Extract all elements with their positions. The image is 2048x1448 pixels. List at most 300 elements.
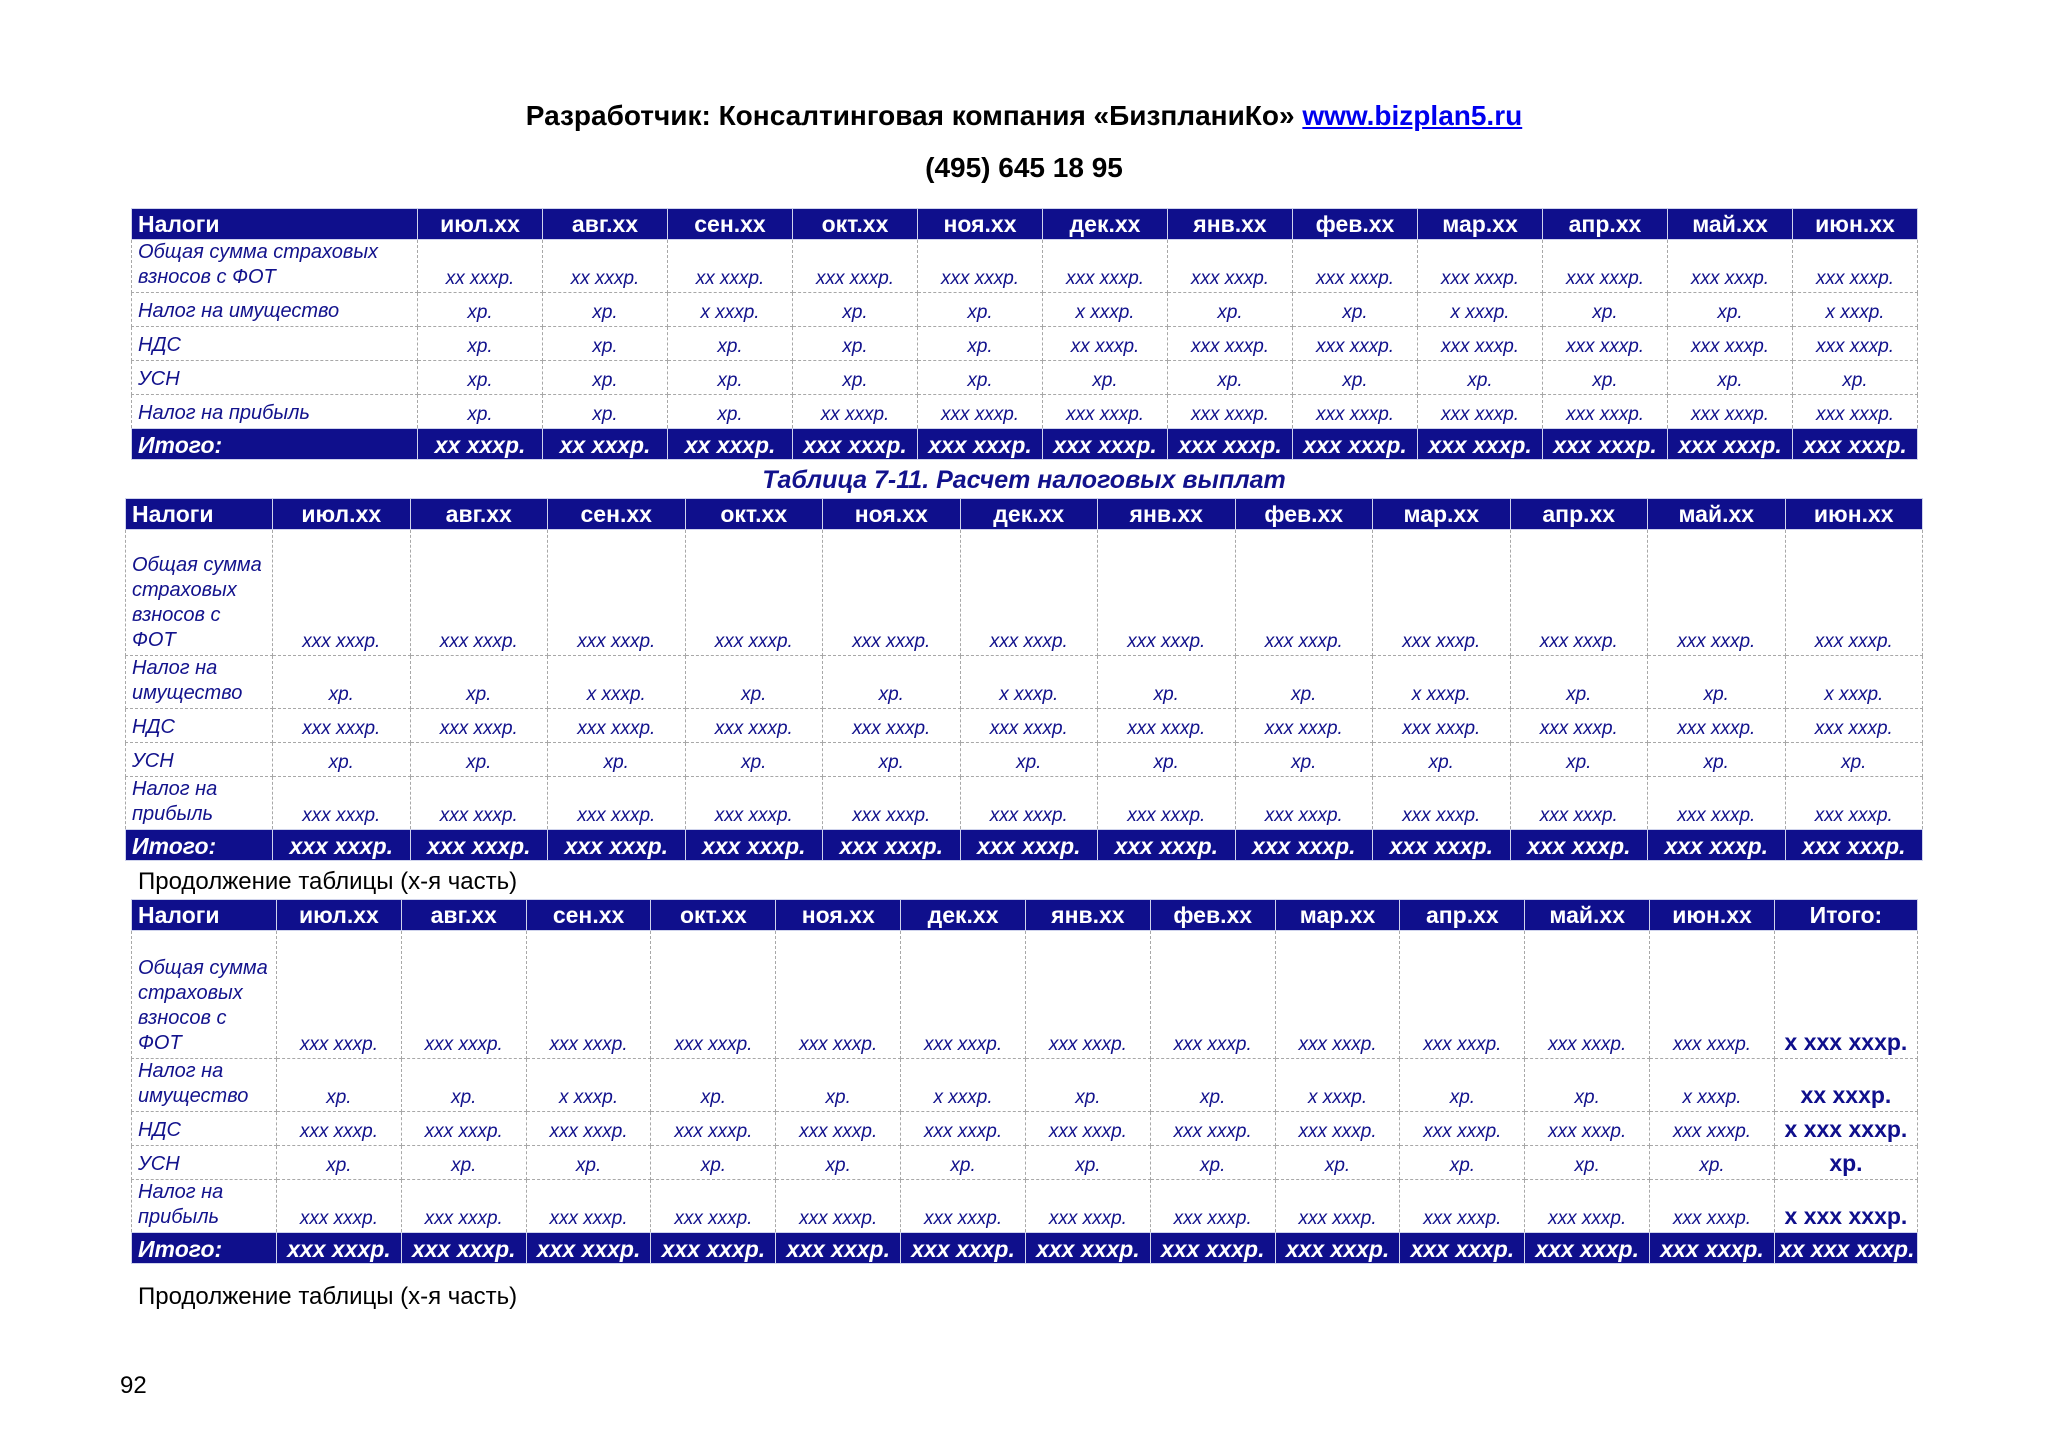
- table-cell: xxx xxxp.: [1293, 327, 1418, 361]
- table-cell: xxx xxxp.: [1785, 530, 1923, 656]
- column-header: сен.xx: [548, 499, 686, 530]
- table-cell: xxx xxxp.: [1275, 1180, 1400, 1233]
- table-cell: xp.: [1025, 1146, 1150, 1180]
- table-cell: xp.: [1098, 743, 1236, 777]
- table-cell: xp.: [1668, 293, 1793, 327]
- website-link[interactable]: www.bizplan5.ru: [1302, 100, 1523, 131]
- table-cell: xxx xxxp.: [1025, 931, 1150, 1059]
- total-cell: xx xxx xxxp.: [1774, 1233, 1917, 1264]
- table-cell: xxx xxxp.: [685, 530, 823, 656]
- table-cell: xxx xxxp.: [526, 931, 651, 1059]
- column-header: фев.xx: [1150, 900, 1275, 931]
- column-header: Налоги: [132, 900, 277, 931]
- table-row: [126, 743, 1923, 777]
- table-cell: x xxxp.: [1418, 293, 1543, 327]
- total-cell: xxx xxxp.: [1293, 429, 1418, 460]
- table-cell: xxx xxxp.: [410, 530, 548, 656]
- table-cell: xp.: [918, 293, 1043, 327]
- table-cell: xp.: [1785, 743, 1923, 777]
- table-cell: xxx xxxp.: [273, 777, 411, 830]
- table-cell: xxx xxxp.: [901, 1112, 1026, 1146]
- table-cell: xxx xxxp.: [1025, 1112, 1150, 1146]
- table-cell: xp.: [1025, 1059, 1150, 1112]
- table-cell: xp.: [668, 327, 793, 361]
- table-cell: xxx xxxp.: [1150, 931, 1275, 1059]
- table-cell: xxx xxxp.: [410, 777, 548, 830]
- table-cell: xxx xxxp.: [776, 931, 901, 1059]
- table-row: [132, 361, 1918, 395]
- table-cell: xxx xxxp.: [901, 931, 1026, 1059]
- header-row: [132, 900, 1918, 931]
- tax-table-2: [125, 498, 1923, 861]
- table-cell: xp.: [960, 743, 1098, 777]
- total-cell: xxx xxxp.: [277, 1233, 402, 1264]
- column-header: мар.xx: [1418, 209, 1543, 240]
- total-cell: xxx xxxp.: [273, 830, 411, 861]
- table-cell: xp.: [668, 361, 793, 395]
- table-cell: xp.: [543, 361, 668, 395]
- table-cell: xx xxxp.: [793, 395, 918, 429]
- table-cell: xxx xxxp.: [1648, 709, 1786, 743]
- table-cell: xxx xxxp.: [1275, 1112, 1400, 1146]
- table-cell: xp.: [776, 1146, 901, 1180]
- table-cell: xp.: [1235, 743, 1373, 777]
- total-cell: xxx xxxp.: [1525, 1233, 1650, 1264]
- table-cell: xxx xxxp.: [1150, 1180, 1275, 1233]
- table-cell: xxx xxxp.: [960, 777, 1098, 830]
- row-label: Налог на прибыль: [126, 777, 273, 830]
- column-header: Налоги: [126, 499, 273, 530]
- continuation-note-1: Продолжение таблицы (х-я часть): [138, 868, 518, 895]
- header-row: [126, 499, 1923, 530]
- total-cell: xxx xxxp.: [548, 830, 686, 861]
- total-cell: xxx xxxp.: [1400, 1233, 1525, 1264]
- table-cell: xx xxxp.: [1043, 327, 1168, 361]
- total-cell: xxx xxxp.: [1373, 830, 1511, 861]
- column-header: окт.xx: [685, 499, 823, 530]
- table-cell: xxx xxxp.: [918, 240, 1043, 293]
- table-cell: xxx xxxp.: [776, 1112, 901, 1146]
- table-cell: xp.: [793, 361, 918, 395]
- table-cell: xxx xxxp.: [1543, 327, 1668, 361]
- table-cell: xp.: [651, 1146, 776, 1180]
- column-header: ноя.xx: [918, 209, 1043, 240]
- table-cell: xxx xxxp.: [273, 709, 411, 743]
- table-cell: x xxxp.: [1373, 656, 1511, 709]
- table-cell: xxx xxxp.: [960, 709, 1098, 743]
- column-header: апр.xx: [1400, 900, 1525, 931]
- table-cell: x xxx xxxp.: [1774, 1112, 1917, 1146]
- row-label: НДС: [126, 709, 273, 743]
- table-cell: xxx xxxp.: [651, 931, 776, 1059]
- tax-table-1: [131, 208, 1918, 460]
- table-cell: xxx xxxp.: [1525, 931, 1650, 1059]
- table-cell: x xxxp.: [1785, 656, 1923, 709]
- table-cell: xxx xxxp.: [1293, 240, 1418, 293]
- column-header: дек.xx: [1043, 209, 1168, 240]
- table-row: [132, 1180, 1918, 1233]
- column-header: июн.xx: [1785, 499, 1923, 530]
- table-cell: xxx xxxp.: [1668, 327, 1793, 361]
- table-cell: x xxxp.: [1650, 1059, 1775, 1112]
- table-cell: xp.: [1793, 361, 1918, 395]
- column-header: июл.xx: [277, 900, 402, 931]
- total-row: [126, 830, 1923, 861]
- table-cell: xp.: [410, 743, 548, 777]
- table-cell: xp.: [1543, 293, 1668, 327]
- table-cell: xxx xxxp.: [901, 1180, 1026, 1233]
- total-label: Итого:: [132, 1233, 277, 1264]
- total-cell: xxx xxxp.: [526, 1233, 651, 1264]
- total-cell: xxx xxxp.: [401, 1233, 526, 1264]
- table-row: [132, 931, 1918, 1059]
- table-cell: xxx xxxp.: [776, 1180, 901, 1233]
- table-cell: xxx xxxp.: [823, 530, 961, 656]
- row-label: Общая сумма страховых взносов с ФОТ: [132, 240, 418, 293]
- total-cell: xxx xxxp.: [685, 830, 823, 861]
- table-cell: xxx xxxp.: [1400, 931, 1525, 1059]
- table-row: [132, 1146, 1918, 1180]
- table-cell: xxx xxxp.: [401, 1112, 526, 1146]
- total-label: Итого:: [132, 429, 418, 460]
- table-cell: xp.: [776, 1059, 901, 1112]
- column-header: янв.xx: [1098, 499, 1236, 530]
- header-row: [132, 209, 1918, 240]
- table-cell: xxx xxxp.: [1648, 777, 1786, 830]
- page-number: 92: [120, 1372, 147, 1399]
- table-cell: xp.: [1774, 1146, 1917, 1180]
- table-cell: xp.: [277, 1146, 402, 1180]
- table-cell: xp.: [823, 656, 961, 709]
- row-label: Налог на имущество: [126, 656, 273, 709]
- row-label: Налог на имущество: [132, 1059, 277, 1112]
- table-cell: xxx xxxp.: [1525, 1180, 1650, 1233]
- column-header: июл.xx: [418, 209, 543, 240]
- table-cell: xp.: [418, 395, 543, 429]
- table-cell: xp.: [685, 743, 823, 777]
- table-cell: xxx xxxp.: [548, 709, 686, 743]
- table-cell: xp.: [1098, 656, 1236, 709]
- total-cell: xxx xxxp.: [1043, 429, 1168, 460]
- table-cell: xxx xxxp.: [685, 709, 823, 743]
- table-cell: xp.: [543, 327, 668, 361]
- table-cell: xp.: [1648, 743, 1786, 777]
- table-cell: xxx xxxp.: [1043, 240, 1168, 293]
- table-cell: xxx xxxp.: [1235, 777, 1373, 830]
- total-cell: xxx xxxp.: [1025, 1233, 1150, 1264]
- table-cell: xxx xxxp.: [823, 709, 961, 743]
- column-header: окт.xx: [793, 209, 918, 240]
- column-header: дек.xx: [901, 900, 1026, 931]
- table-cell: xp.: [1650, 1146, 1775, 1180]
- table-cell: xxx xxxp.: [1168, 327, 1293, 361]
- column-header: янв.xx: [1025, 900, 1150, 931]
- row-label: Общая сумма страховых взносов с ФОТ: [126, 530, 273, 656]
- column-header: окт.xx: [651, 900, 776, 931]
- continuation-note-2: Продолжение таблицы (х-я часть): [138, 1283, 518, 1310]
- table-cell: xxx xxxp.: [1418, 395, 1543, 429]
- table-cell: xxx xxxp.: [1785, 709, 1923, 743]
- table-cell: xxx xxxp.: [793, 240, 918, 293]
- total-row: [132, 1233, 1918, 1264]
- table-cell: xxx xxxp.: [1418, 327, 1543, 361]
- row-label: НДС: [132, 1112, 277, 1146]
- column-header: Итого:: [1774, 900, 1917, 931]
- table-cell: xp.: [401, 1059, 526, 1112]
- column-header: июл.xx: [273, 499, 411, 530]
- table-cell: xxx xxxp.: [1235, 709, 1373, 743]
- table-cell: xp.: [410, 656, 548, 709]
- total-cell: xxx xxxp.: [1650, 1233, 1775, 1264]
- table-cell: xxx xxxp.: [548, 530, 686, 656]
- column-header: май.xx: [1648, 499, 1786, 530]
- column-header: дек.xx: [960, 499, 1098, 530]
- column-header: мар.xx: [1373, 499, 1511, 530]
- table-cell: xxx xxxp.: [1373, 530, 1511, 656]
- column-header: янв.xx: [1168, 209, 1293, 240]
- total-cell: xxx xxxp.: [1785, 830, 1923, 861]
- table-cell: xxx xxxp.: [1400, 1180, 1525, 1233]
- table-cell: xxx xxxp.: [651, 1180, 776, 1233]
- column-header: июн.xx: [1650, 900, 1775, 931]
- table-cell: xxx xxxp.: [1043, 395, 1168, 429]
- table-cell: x xxx xxxp.: [1774, 1180, 1917, 1233]
- row-label: Налог на имущество: [132, 293, 418, 327]
- table-cell: x xxxp.: [901, 1059, 1026, 1112]
- table-cell: xxx xxxp.: [1400, 1112, 1525, 1146]
- column-header: фев.xx: [1235, 499, 1373, 530]
- table-cell: x xxxp.: [1275, 1059, 1400, 1112]
- table-cell: xp.: [1525, 1146, 1650, 1180]
- table-cell: xp.: [1168, 293, 1293, 327]
- developer-header: [0, 100, 2048, 132]
- table-row: [132, 240, 1918, 293]
- table-cell: xxx xxxp.: [1025, 1180, 1150, 1233]
- total-cell: xxx xxxp.: [651, 1233, 776, 1264]
- table-cell: xxx xxxp.: [1793, 327, 1918, 361]
- table-cell: xxx xxxp.: [1235, 530, 1373, 656]
- table-cell: xp.: [1373, 743, 1511, 777]
- table-cell: xxx xxxp.: [401, 1180, 526, 1233]
- table-cell: x xxxp.: [960, 656, 1098, 709]
- column-header: ноя.xx: [776, 900, 901, 931]
- column-header: ноя.xx: [823, 499, 961, 530]
- table-cell: xp.: [793, 293, 918, 327]
- table-cell: xp.: [901, 1146, 1026, 1180]
- column-header: фев.xx: [1293, 209, 1418, 240]
- table-cell: xxx xxxp.: [1793, 395, 1918, 429]
- table-cell: xp.: [1293, 361, 1418, 395]
- row-label: Налог на прибыль: [132, 1180, 277, 1233]
- table-caption: Таблица 7-11. Расчет налоговых выплат: [762, 466, 1286, 494]
- table-cell: xx xxxp.: [668, 240, 793, 293]
- table-cell: xxx xxxp.: [1293, 395, 1418, 429]
- total-cell: xxx xxxp.: [410, 830, 548, 861]
- table-cell: x xxxp.: [668, 293, 793, 327]
- total-cell: xxx xxxp.: [1168, 429, 1293, 460]
- table-cell: xp.: [418, 327, 543, 361]
- column-header: апр.xx: [1543, 209, 1668, 240]
- total-cell: xx xxxp.: [418, 429, 543, 460]
- table-cell: xp.: [1510, 656, 1648, 709]
- row-label: УСН: [132, 1146, 277, 1180]
- table-cell: xxx xxxp.: [1543, 240, 1668, 293]
- table-cell: xxx xxxp.: [277, 1112, 402, 1146]
- total-cell: xxx xxxp.: [901, 1233, 1026, 1264]
- column-header: авг.xx: [410, 499, 548, 530]
- table-cell: xp.: [277, 1059, 402, 1112]
- developer-text: Разработчик: Консалтинговая компания «БизпланиКо»: [525, 100, 1295, 131]
- table-cell: xxx xxxp.: [1650, 931, 1775, 1059]
- table-cell: xp.: [1168, 361, 1293, 395]
- table-cell: xp.: [1400, 1146, 1525, 1180]
- column-header: мар.xx: [1275, 900, 1400, 931]
- table-cell: xxx xxxp.: [1510, 530, 1648, 656]
- table-cell: xp.: [526, 1146, 651, 1180]
- table-cell: xxx xxxp.: [823, 777, 961, 830]
- table-row: [126, 777, 1923, 830]
- total-cell: xxx xxxp.: [1418, 429, 1543, 460]
- column-header: июн.xx: [1793, 209, 1918, 240]
- table-cell: xp.: [401, 1146, 526, 1180]
- tax-table-3: [131, 899, 1918, 1264]
- table-cell: xp.: [918, 361, 1043, 395]
- row-label: Налог на прибыль: [132, 395, 418, 429]
- table-cell: xp.: [1400, 1059, 1525, 1112]
- table-cell: xp.: [1293, 293, 1418, 327]
- table-cell: xp.: [543, 293, 668, 327]
- table-cell: xp.: [1150, 1146, 1275, 1180]
- total-row: [132, 429, 1918, 460]
- row-label: УСН: [126, 743, 273, 777]
- column-header: Налоги: [132, 209, 418, 240]
- total-cell: xx xxxp.: [668, 429, 793, 460]
- table-cell: xxx xxxp.: [1098, 777, 1236, 830]
- table-cell: xp.: [1150, 1059, 1275, 1112]
- table-cell: xx xxxp.: [1774, 1059, 1917, 1112]
- table-row: [126, 656, 1923, 709]
- column-header: сен.xx: [668, 209, 793, 240]
- table-cell: xx xxxp.: [418, 240, 543, 293]
- table-cell: xxx xxxp.: [526, 1180, 651, 1233]
- table-cell: xp.: [1510, 743, 1648, 777]
- table-row: [132, 1112, 1918, 1146]
- total-cell: xxx xxxp.: [1668, 429, 1793, 460]
- table-cell: xxx xxxp.: [1418, 240, 1543, 293]
- table-cell: xp.: [685, 656, 823, 709]
- table-cell: x xxxp.: [548, 656, 686, 709]
- table-row: [132, 327, 1918, 361]
- table-cell: xxx xxxp.: [685, 777, 823, 830]
- table-cell: xxx xxxp.: [1543, 395, 1668, 429]
- table-cell: xxx xxxp.: [1668, 240, 1793, 293]
- table-cell: xp.: [1543, 361, 1668, 395]
- table-cell: xxx xxxp.: [401, 931, 526, 1059]
- total-label: Итого:: [126, 830, 273, 861]
- table-cell: xxx xxxp.: [1668, 395, 1793, 429]
- table-cell: xxx xxxp.: [1150, 1112, 1275, 1146]
- total-cell: xxx xxxp.: [776, 1233, 901, 1264]
- total-cell: xxx xxxp.: [1235, 830, 1373, 861]
- table-cell: xp.: [273, 743, 411, 777]
- total-cell: xxx xxxp.: [1510, 830, 1648, 861]
- table-cell: xxx xxxp.: [273, 530, 411, 656]
- table-cell: xxx xxxp.: [277, 1180, 402, 1233]
- total-cell: xxx xxxp.: [1793, 429, 1918, 460]
- table-cell: x xxx xxxp.: [1774, 931, 1917, 1059]
- total-cell: xxx xxxp.: [793, 429, 918, 460]
- total-cell: xxx xxxp.: [960, 830, 1098, 861]
- table-cell: xp.: [418, 293, 543, 327]
- table-cell: xxx xxxp.: [1650, 1180, 1775, 1233]
- table-cell: xxx xxxp.: [1373, 777, 1511, 830]
- table-cell: xxx xxxp.: [918, 395, 1043, 429]
- column-header: авг.xx: [543, 209, 668, 240]
- total-cell: xxx xxxp.: [1648, 830, 1786, 861]
- table-cell: x xxxp.: [526, 1059, 651, 1112]
- table-row: [132, 1059, 1918, 1112]
- row-label: УСН: [132, 361, 418, 395]
- table-row: [132, 293, 1918, 327]
- table-cell: xxx xxxp.: [651, 1112, 776, 1146]
- row-label: Общая сумма страховых взносов с ФОТ: [132, 931, 277, 1059]
- table-cell: xp.: [1525, 1059, 1650, 1112]
- table-row: [132, 395, 1918, 429]
- table-cell: xxx xxxp.: [1373, 709, 1511, 743]
- table-cell: xp.: [1418, 361, 1543, 395]
- column-header: авг.xx: [401, 900, 526, 931]
- table-cell: xxx xxxp.: [410, 709, 548, 743]
- table-cell: xp.: [793, 327, 918, 361]
- column-header: май.xx: [1525, 900, 1650, 931]
- total-cell: xx xxxp.: [543, 429, 668, 460]
- table-cell: xxx xxxp.: [1510, 709, 1648, 743]
- table-cell: xxx xxxp.: [1510, 777, 1648, 830]
- table-row: [126, 530, 1923, 656]
- column-header: май.xx: [1668, 209, 1793, 240]
- table-cell: xxx xxxp.: [1525, 1112, 1650, 1146]
- table-cell: xxx xxxp.: [1098, 709, 1236, 743]
- table-cell: xp.: [1043, 361, 1168, 395]
- table-cell: xp.: [548, 743, 686, 777]
- table-cell: xxx xxxp.: [960, 530, 1098, 656]
- total-cell: xxx xxxp.: [823, 830, 961, 861]
- table-cell: xxx xxxp.: [1793, 240, 1918, 293]
- table-cell: xp.: [823, 743, 961, 777]
- table-cell: x xxxp.: [1793, 293, 1918, 327]
- total-cell: xxx xxxp.: [1098, 830, 1236, 861]
- table-cell: xxx xxxp.: [277, 931, 402, 1059]
- table-cell: xxx xxxp.: [1098, 530, 1236, 656]
- table-cell: xxx xxxp.: [526, 1112, 651, 1146]
- total-cell: xxx xxxp.: [918, 429, 1043, 460]
- table-cell: xxx xxxp.: [548, 777, 686, 830]
- table-cell: xp.: [1235, 656, 1373, 709]
- table-cell: xp.: [543, 395, 668, 429]
- table-cell: xp.: [1275, 1146, 1400, 1180]
- table-cell: xp.: [1668, 361, 1793, 395]
- table-row: [126, 709, 1923, 743]
- column-header: сен.xx: [526, 900, 651, 931]
- column-header: апр.xx: [1510, 499, 1648, 530]
- phone-number: (495) 645 18 95: [925, 152, 1123, 183]
- table-cell: xxx xxxp.: [1785, 777, 1923, 830]
- total-cell: xxx xxxp.: [1275, 1233, 1400, 1264]
- row-label: НДС: [132, 327, 418, 361]
- table-cell: xxx xxxp.: [1168, 240, 1293, 293]
- table-cell: x xxxp.: [1043, 293, 1168, 327]
- table-cell: xxx xxxp.: [1168, 395, 1293, 429]
